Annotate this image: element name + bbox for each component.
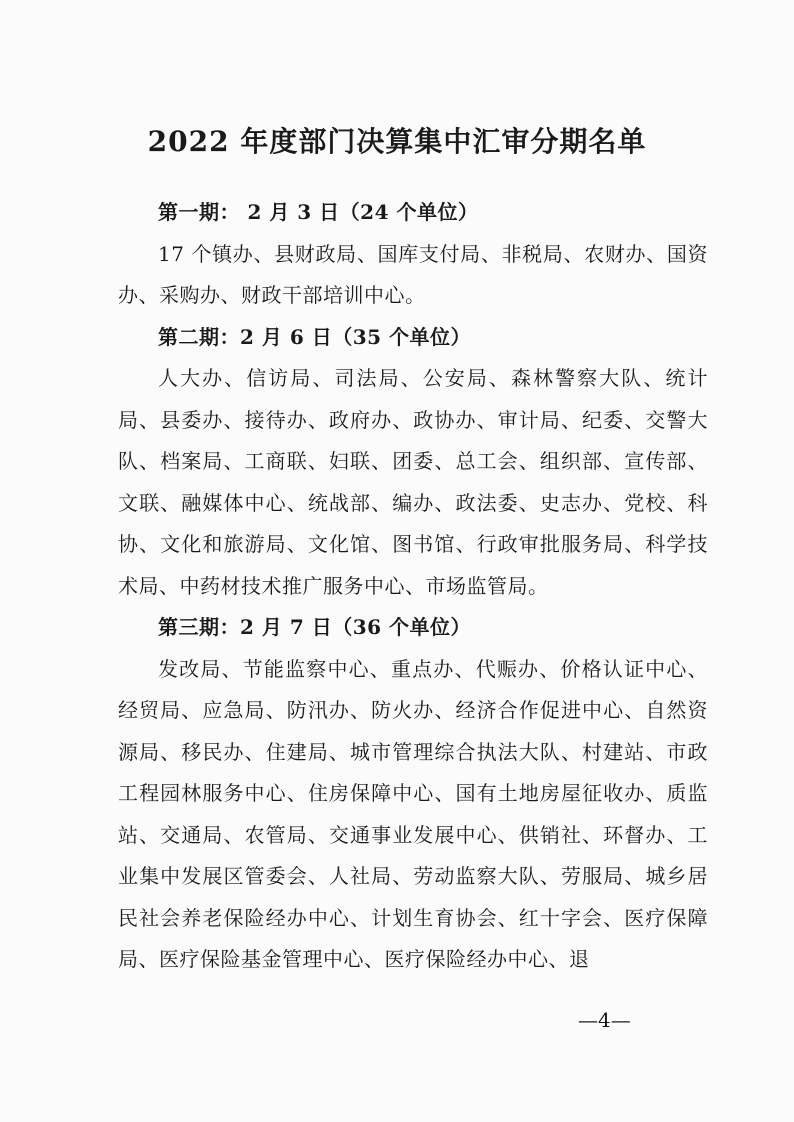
document-title: 2022 年度部门决算集中汇审分期名单 [147,125,647,158]
section-1-heading: 第一期： 2 月 3 日（24 个单位） [158,200,479,224]
section-3-units: 发改局、节能监察中心、重点办、代赈办、价格认证中心、经贸局、应急局、防汛办、防火办、经济合作促进中心、自然资源局、移民办、住建局、城市管理综合执法大队、村建站、市政工程园林服务中心、住房保障中心、国有土地房屋征收办、质监站、交通局、农管局、交通事业发展中心、供销社、环督办、工业集中发展区管委会、人社局、劳动监察大队、劳服局、城乡居民社会养老保险经办中心、计划生育协会、红十字会、医疗保障局、医疗保险基金管理中心、医疗保险经办中心、退 [118,656,708,971]
section-2-heading: 第二期：2 月 6 日（35 个单位） [158,324,472,349]
section-1-units: 17 个镇办、县财政局、国库支付局、非税局、农财办、国资办、采购办、财政干部培训中心。 [118,241,708,307]
section-3-heading: 第三期：2 月 7 日（36 个单位） [158,615,472,639]
section-2-units: 人大办、信访局、司法局、公安局、森林警察大队、统计局、县委办、接待办、政府办、政协办、审计局、纪委、交警大队、档案局、工商联、妇联、团委、总工会、组织部、宣传部、文联、融媒体中心、统战部、编办、政法委、史志办、党校、科协、文化和旅游局、文化馆、图书馆、行政审批服务局、科学技术局、中药材技术推广服务中心、市场监管局。 [118,366,708,598]
document-body [118,192,708,981]
page-number: —4— [578,1008,631,1032]
